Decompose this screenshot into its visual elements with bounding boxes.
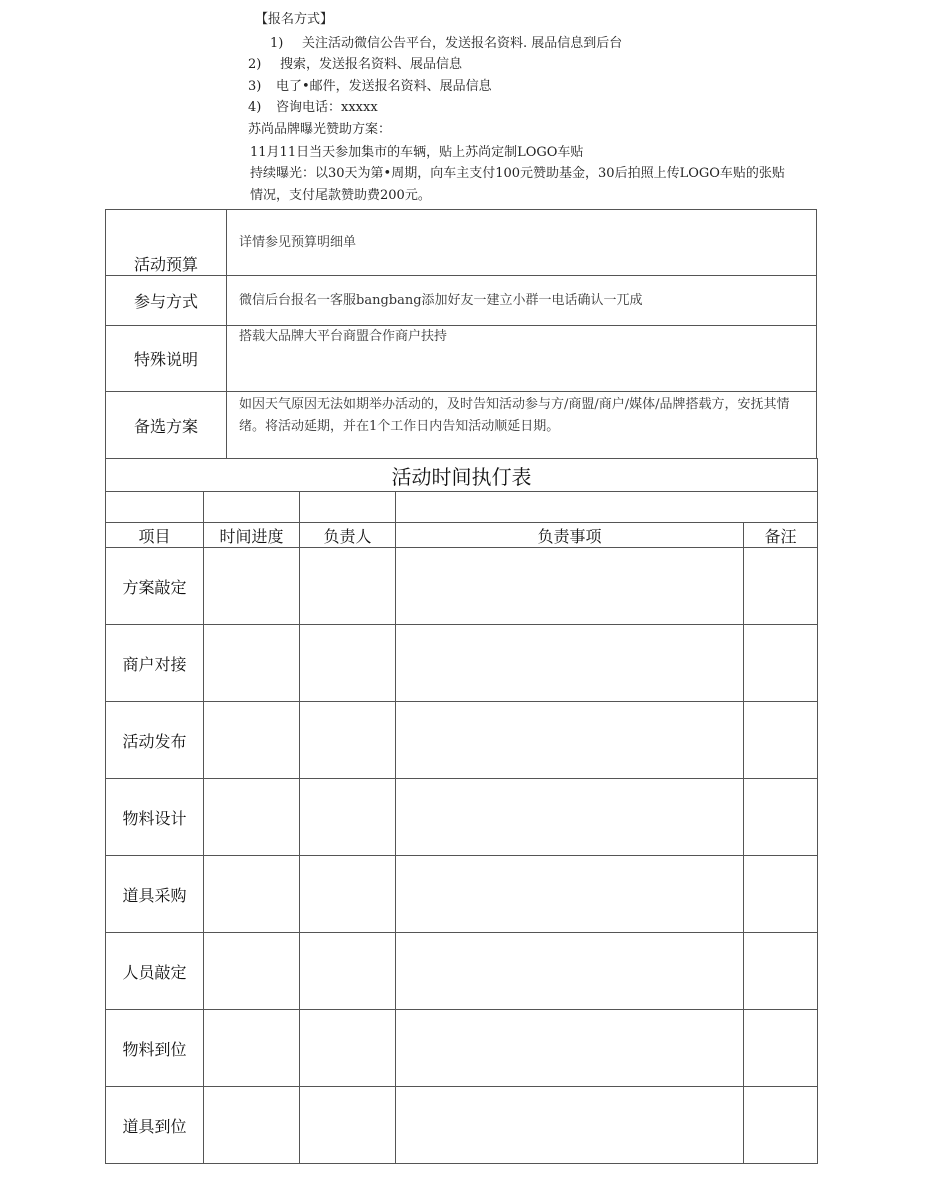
item-text: 咨询电话：xxxxx [276, 100, 378, 115]
empty-cell [744, 1010, 818, 1087]
empty-cell [744, 933, 818, 1010]
item-number: 2) [248, 57, 262, 72]
row-value: 搭载大品牌大平台商盟合作商户扶持 [227, 326, 817, 392]
table-row [106, 1087, 818, 1164]
empty-cell [396, 702, 744, 779]
empty-cell [744, 702, 818, 779]
empty-cell [204, 548, 300, 625]
empty-cell [744, 1087, 818, 1164]
item-number: 3) [248, 79, 262, 94]
activity-info-table [105, 209, 817, 459]
column-header: 负责事项 [396, 523, 744, 548]
item-number: 1) [270, 36, 284, 51]
empty-cell [204, 1010, 300, 1087]
column-header: 负责人 [300, 523, 396, 548]
task-item: 道具到位 [106, 1087, 204, 1164]
empty-cell [300, 492, 396, 523]
column-header: 备汪 [744, 523, 818, 548]
table-row [106, 779, 818, 856]
empty-cell [396, 1087, 744, 1164]
empty-cell [744, 779, 818, 856]
row-label: 活动预算 [106, 210, 227, 276]
task-item: 道具采购 [106, 856, 204, 933]
empty-cell [204, 702, 300, 779]
empty-cell [300, 625, 396, 702]
empty-cell [204, 933, 300, 1010]
empty-cell [744, 625, 818, 702]
empty-cell [300, 1087, 396, 1164]
empty-cell [300, 779, 396, 856]
empty-cell [300, 1010, 396, 1087]
table-row [106, 933, 818, 1010]
empty-cell [396, 779, 744, 856]
row-value: 如因天气原因无法如期举办活动的，及时告知活动参与方/商盟/商户/媒体/品牌搭载方，安抚其情绪。将活动延期，并在1个工作日内告知活动顺延日期。 [227, 392, 817, 459]
row-value: 微信后台报名一客服bangbang添加好友一建立小群一电话确认一兀成 [227, 276, 817, 326]
empty-cell [204, 1087, 300, 1164]
schedule-title: 活动时间执仃表 [106, 459, 818, 492]
task-item: 商户对接 [106, 625, 204, 702]
task-item: 活动发布 [106, 702, 204, 779]
table-row [106, 1010, 818, 1087]
schedule-table [105, 458, 818, 1164]
row-value: 详情参见预算明细单 [227, 210, 817, 276]
sponsor-title: 苏尚品牌曝光赞助方案： [248, 122, 392, 137]
table-row [106, 702, 818, 779]
empty-cell [744, 856, 818, 933]
row-label: 备选方案 [106, 392, 227, 459]
empty-cell [204, 492, 300, 523]
empty-cell [396, 548, 744, 625]
empty-cell [396, 856, 744, 933]
table-row [106, 548, 818, 625]
registration-item [270, 35, 622, 53]
empty-cell [396, 492, 818, 523]
sponsor-line: 持续曝光：以30天为第•周期，向车主支付100元赞助基金，30后拍照上传LOGO车贴的张贴 [250, 166, 785, 181]
table-row [106, 276, 817, 326]
registration-item [248, 78, 492, 96]
sponsor-line: 11月11日当天参加集市的车辆，贴上苏尚定制LOGO车贴 [250, 145, 584, 160]
empty-cell [204, 625, 300, 702]
table-row [106, 625, 818, 702]
task-item: 物料到位 [106, 1010, 204, 1087]
empty-cell [204, 856, 300, 933]
task-item: 物料设计 [106, 779, 204, 856]
empty-cell [396, 625, 744, 702]
column-header: 项目 [106, 523, 204, 548]
table-row [106, 856, 818, 933]
empty-cell [396, 1010, 744, 1087]
item-number: 4) [248, 100, 262, 115]
task-item: 方案敲定 [106, 548, 204, 625]
blank-row [106, 492, 818, 523]
row-label: 特殊说明 [106, 326, 227, 392]
table-row [106, 210, 817, 276]
empty-cell [106, 492, 204, 523]
empty-cell [300, 702, 396, 779]
empty-cell [300, 933, 396, 1010]
task-item: 人员敲定 [106, 933, 204, 1010]
row-label: 参与方式 [106, 276, 227, 326]
registration-item [248, 56, 462, 74]
empty-cell [204, 779, 300, 856]
registration-item [248, 99, 378, 117]
item-text: 搜索，发送报名资料、展品信息 [280, 57, 463, 72]
table-row [106, 326, 817, 392]
sponsor-line: 情况，支付尾款赞助费200元。 [250, 188, 431, 203]
header-row [106, 523, 818, 548]
empty-cell [396, 933, 744, 1010]
item-text: 关注活动微信公告平台，发送报名资料. 展品信息到后台 [302, 36, 623, 51]
table-row [106, 392, 817, 459]
empty-cell [300, 856, 396, 933]
empty-cell [300, 548, 396, 625]
empty-cell [744, 548, 818, 625]
registration-heading: 【报名方式】 [255, 12, 334, 27]
column-header: 时间进度 [204, 523, 300, 548]
item-text: 电了•邮件，发送报名资料、展品信息 [276, 79, 492, 94]
